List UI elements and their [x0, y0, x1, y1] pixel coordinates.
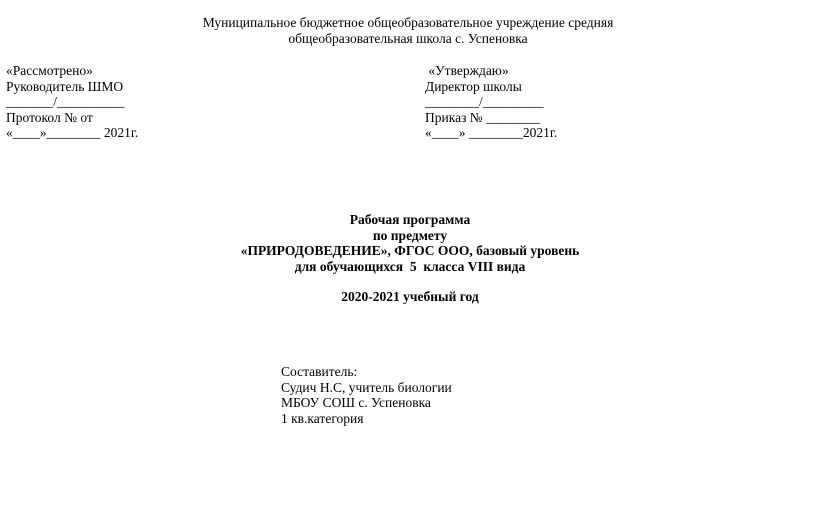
author-category: 1 кв.категория [281, 410, 364, 426]
program-title-block [0, 212, 816, 274]
program-audience: для обучающихся 5 класса VIII вида [294, 258, 526, 274]
header-line-1: Муниципальное бюджетное общеобразовательное учреждение средняя [202, 15, 614, 30]
considered-date: «____»________ 2021г. [6, 125, 139, 140]
program-subject-label: по предмету [372, 227, 448, 243]
approval-considered-block [6, 63, 306, 141]
approved-order: Приказ № ________ [425, 109, 541, 125]
approval-approved-block [425, 63, 725, 141]
considered-role: Руководитель ШМО [6, 78, 124, 94]
author-label: Составитель: [281, 364, 358, 379]
school-header [0, 15, 816, 46]
author-name: Судич Н.С, учитель биологии [281, 379, 452, 395]
considered-protocol: Протокол № от [6, 109, 93, 125]
approved-date: «____» ________2021г. [425, 125, 558, 140]
header-line-2: общеобразовательная школа с. Успеновка [288, 30, 528, 46]
approved-status: «Утверждаю» [425, 63, 509, 78]
author-block [281, 364, 581, 426]
program-title: Рабочая программа [349, 212, 471, 227]
program-subject: «ПРИРОДОВЕДЕНИЕ», ФГОС ООО, базовый уровень [240, 243, 580, 258]
author-school: МБОУ СОШ с. Успеновка [281, 395, 431, 410]
academic-year: 2020-2021 учебный год [341, 289, 479, 304]
approved-role: Директор школы [425, 78, 522, 94]
approved-signature-line: ________/_________ [425, 94, 544, 109]
considered-status: «Рассмотрено» [6, 63, 93, 78]
considered-signature-line: _______/__________ [6, 94, 125, 109]
